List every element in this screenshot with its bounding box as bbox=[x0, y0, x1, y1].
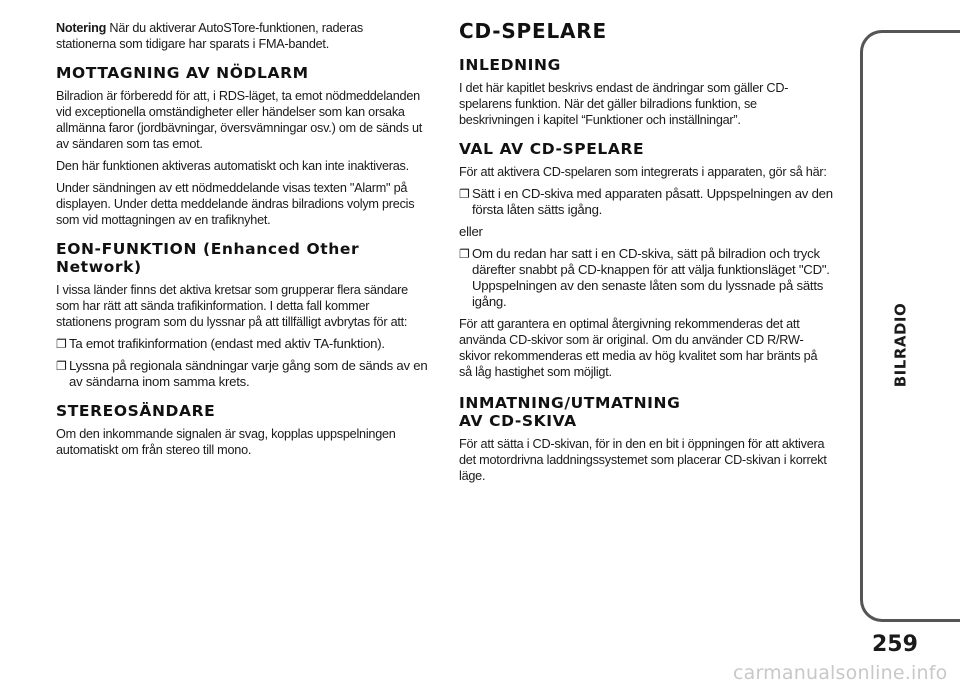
paragraph-stereo: Om den inkommande signalen är svag, kopplas uppspelningen automatiskt om från stereo till mono. bbox=[56, 426, 396, 457]
list-item bbox=[459, 186, 849, 218]
list-item bbox=[56, 336, 441, 352]
heading-stereo: STEREOSÄNDARE bbox=[56, 402, 216, 420]
paragraph-intro: I det här kapitlet beskrivs endast de ändringar som gäller CD-spelarens funktion. När det gäller bilradions funktion, se beskrivningen i kapitel “Funktioner och inställningar”. bbox=[459, 80, 789, 127]
page-number: 259 bbox=[872, 632, 918, 657]
side-tab-label bbox=[880, 300, 920, 390]
paragraph-emergency-2: Den här funktionen aktiveras automatiskt och kan inte inaktiveras. bbox=[56, 158, 409, 173]
heading-emergency: MOTTAGNING AV NÖDLARM bbox=[56, 64, 309, 82]
note-label: Notering bbox=[56, 20, 107, 35]
paragraph-emergency-3: Under sändningen av ett nödmeddelande visas texten "Alarm" på displayen. Under detta meddelande ändras bilradions volym precis som vid mottagningen av en trafiknyhet. bbox=[56, 180, 415, 227]
heading-insert-line-2: AV CD-SKIVA bbox=[459, 412, 577, 430]
bullet-text: Ta emot trafikinformation (endast med aktiv TA-funktion). bbox=[69, 336, 385, 351]
note-text: När du aktiverar AutoSTore-funktionen, raderas stationerna som tidigare har sparats i FMA-bandet. bbox=[56, 20, 363, 51]
note-paragraph bbox=[56, 20, 426, 52]
checkbox-bullet-icon: ❐ bbox=[56, 337, 67, 351]
checkbox-bullet-icon: ❐ bbox=[459, 187, 470, 201]
bullet-text: Lyssna på regionala sändningar varje gång som de sänds av en av sändarna inom samma krets. bbox=[69, 358, 428, 389]
watermark: carmanualsonline.info bbox=[733, 662, 948, 684]
section-title: CD-SPELARE bbox=[459, 19, 607, 43]
bullet-text: Om du redan har satt i en CD-skiva, sätt på bilradion och tryck därefter snabbt på CD-knappen för att välja funktionsläget "CD". Uppspelningen av den senaste låten som du lyssnade på sätts igång. bbox=[472, 246, 830, 309]
bullet-text: Sätt i en CD-skiva med apparaten påsatt. Uppspelningen av den första låten sätts igång. bbox=[472, 186, 833, 217]
paragraph-insert: För att sätta i CD-skivan, för in den en bit i öppningen för att aktivera det motordrivna laddningssystemet som placerar CD-skivan i korrekt läge. bbox=[459, 436, 827, 483]
left-column bbox=[56, 20, 441, 464]
heading-insert bbox=[459, 394, 849, 430]
checkbox-bullet-icon: ❐ bbox=[459, 247, 470, 261]
paragraph-eon: I vissa länder finns det aktiva kretsar som grupperar flera sändare som har rätt att sända trafikinformation. I detta fall kommer stationens program som du lyssnar på att tillfälligt avbrytas för att: bbox=[56, 282, 408, 329]
list-item bbox=[56, 358, 441, 390]
heading-intro: INLEDNING bbox=[459, 56, 561, 74]
paragraph-select: För att aktivera CD-spelaren som integrerats i apparaten, gör så här: bbox=[459, 164, 827, 179]
list-item bbox=[459, 246, 849, 310]
paragraph-emergency-1: Bilradion är förberedd för att, i RDS-läget, ta emot nödmeddelanden vid exceptionella omständigheter eller händelser som kan orsaka allmänna faror (jordbävningar, översvämningar osv.) om de sänds ut av sändaren som tas emot. bbox=[56, 88, 423, 151]
paragraph-quality: För att garantera en optimal återgivning rekommenderas det att använda CD-skivor som är original. Om du använder CD R/RW-skivor rekommenderas ett media av hög kvalitet som har bränts på så låg hastighet som möjligt. bbox=[459, 316, 818, 379]
paragraph-or: eller bbox=[459, 224, 483, 239]
checkbox-bullet-icon: ❐ bbox=[56, 359, 67, 373]
heading-eon: EON-FUNKTION (Enhanced Other Network) bbox=[56, 240, 360, 276]
heading-insert-line-1: INMATNING/UTMATNING bbox=[459, 394, 681, 412]
side-tab-text: BILRADIO bbox=[891, 302, 910, 388]
heading-select: VAL AV CD-SPELARE bbox=[459, 140, 645, 158]
right-column bbox=[459, 20, 849, 490]
